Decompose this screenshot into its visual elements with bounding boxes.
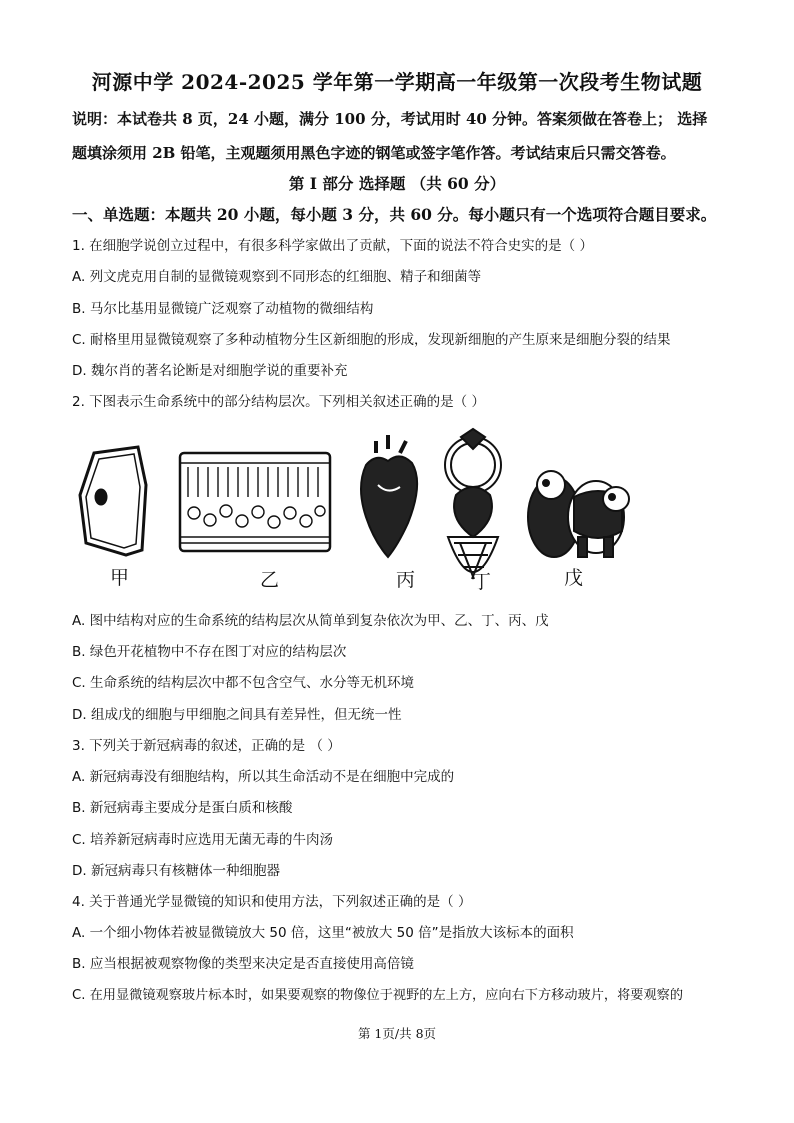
life-system-figure bbox=[76, 425, 636, 595]
figure-label-wu: 戊 bbox=[564, 567, 584, 589]
page-footer: 第 1页/共 8页 bbox=[357, 1026, 437, 1041]
instructions-line-2: 题填涂须用 2B 铅笔，主观题须用黑色字迹的钢笔或签字笔作答。考试结束后只需交答卷。 bbox=[72, 144, 676, 162]
question-3-option-b: B. 新冠病毒主要成分是蛋白质和核酸 bbox=[72, 800, 293, 816]
question-2-option-b: B. 绿色开花植物中不存在图丁对应的结构层次 bbox=[72, 644, 347, 660]
part-heading: 第 I 部分 选择题 （共 60 分） bbox=[288, 174, 506, 193]
question-3-option-c: C. 培养新冠病毒时应选用无菌无毒的牛肉汤 bbox=[72, 832, 334, 848]
question-2-option-d: D. 组成戊的细胞与甲细胞之间具有差异性，但无统一性 bbox=[72, 707, 402, 723]
question-4-option-c: C. 在用显微镜观察玻片标本时，如果要观察的物像位于视野的左上方，应向右下方移动玻片，将要观察的 bbox=[72, 988, 684, 1003]
section-heading: 一、单选题：本题共 20 小题，每小题 3 分，共 60 分。每小题只有一个选项符合题目要求。 bbox=[72, 205, 717, 224]
figure-label-jia: 甲 bbox=[110, 567, 130, 589]
question-2-option-a: A. 图中结构对应的生命系统的结构层次从简单到复杂依次为甲、乙、丁、丙、戊 bbox=[72, 613, 549, 629]
question-1-option-d: D. 魏尔肖的著名论断是对细胞学说的重要补充 bbox=[72, 363, 348, 379]
plant-cell-drawing bbox=[80, 447, 146, 555]
life-system-illustration bbox=[76, 425, 636, 595]
question-4-option-a: A. 一个细小物体若被显微镜放大 50 倍，这里“被放大 50 倍”是指放大该标本的面积 bbox=[72, 925, 574, 941]
question-1-option-b: B. 马尔比基用显微镜广泛观察了动植物的微细结构 bbox=[72, 301, 374, 317]
question-3-stem: 3. 下列关于新冠病毒的叙述，正确的是 （ ） bbox=[72, 738, 341, 754]
leaf-tissue-drawing bbox=[180, 453, 330, 551]
panda-drawing bbox=[528, 471, 629, 557]
question-1-option-c: C. 耐格里用显微镜观察了多种动植物分生区新细胞的形成，发现新细胞的产生原来是细胞分裂的结果 bbox=[72, 332, 671, 348]
figure-label-yi: 乙 bbox=[260, 569, 280, 591]
page-title: 河源中学 2024-2025 学年第一学期高一年级第一次段考生物试题 bbox=[91, 70, 703, 94]
instructions-line-1: 说明：本试卷共 8 页，24 小题，满分 100 分，考试用时 40 分钟。答案须做在答卷上； 选择 bbox=[72, 110, 708, 128]
question-4-option-b: B. 应当根据被观察物像的类型来决定是否直接使用高倍镜 bbox=[72, 956, 414, 972]
figure-label-ding: 丁 bbox=[472, 571, 492, 593]
question-2-option-c: C. 生命系统的结构层次中都不包含空气、水分等无机环境 bbox=[72, 675, 415, 691]
question-3-option-a: A. 新冠病毒没有细胞结构，所以其生命活动不是在细胞中完成的 bbox=[72, 769, 455, 785]
question-1-stem: 1. 在细胞学说创立过程中，有很多科学家做出了贡献，下面的说法不符合史实的是（ ） bbox=[72, 238, 593, 254]
question-1-option-a: A. 列文虎克用自制的显微镜观察到不同形态的红细胞、精子和细菌等 bbox=[72, 269, 482, 285]
circulatory-system-drawing bbox=[445, 429, 501, 579]
heart-drawing bbox=[361, 435, 417, 557]
question-4-stem: 4. 关于普通光学显微镜的知识和使用方法，下列叙述正确的是（ ） bbox=[72, 894, 472, 910]
question-2-stem: 2. 下图表示生命系统中的部分结构层次。下列相关叙述正确的是（ ） bbox=[72, 394, 485, 410]
figure-label-bing: 丙 bbox=[396, 569, 416, 591]
question-3-option-d: D. 新冠病毒只有核糖体一种细胞器 bbox=[72, 863, 280, 879]
